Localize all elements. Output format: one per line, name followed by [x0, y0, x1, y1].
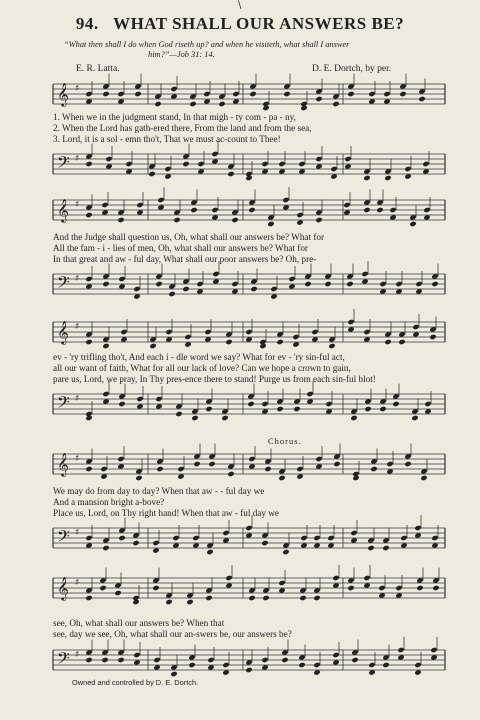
- lyric-line: And the Judge shall question us, Oh, what shall our answers be? What for: [53, 232, 325, 242]
- svg-text:𝄢: 𝄢: [57, 272, 70, 296]
- svg-text:𝄞: 𝄞: [57, 198, 69, 222]
- svg-text:♯: ♯: [75, 454, 80, 464]
- svg-text:♯: ♯: [75, 200, 80, 210]
- bass-staff: [53, 388, 445, 422]
- chorus-label: Chorus.: [268, 436, 302, 446]
- treble-staff: [53, 194, 445, 228]
- treble-staff: [53, 78, 445, 112]
- hymn-title-block: [0, 14, 480, 34]
- svg-text:♯: ♯: [75, 84, 80, 94]
- hymn-number: 94.: [75, 14, 99, 33]
- lyric-line: All the fam - i - lies of men, Oh, what shall our answers be? What for: [53, 243, 308, 253]
- svg-text:𝄢: 𝄢: [57, 152, 70, 176]
- bass-staff: [53, 148, 445, 182]
- svg-text:♯: ♯: [75, 322, 80, 332]
- svg-text:𝄢: 𝄢: [57, 392, 70, 416]
- epigraph-line-2: him?”—Job 31: 14.: [148, 50, 215, 59]
- svg-text:♯: ♯: [75, 528, 80, 538]
- lyric-line: ev - 'ry trifling tho't, And each i - dle word we say? What for ev - 'ry sin-ful act,: [53, 352, 345, 362]
- svg-text:𝄞: 𝄞: [57, 452, 69, 476]
- bass-staff: [53, 268, 445, 302]
- svg-text:𝄢: 𝄢: [57, 648, 70, 672]
- epigraph: [64, 40, 444, 60]
- composer-credit: D. E. Dortch, by per.: [312, 64, 392, 74]
- svg-text:𝄞: 𝄞: [57, 576, 69, 600]
- bass-staff: [53, 644, 445, 678]
- lyric-line: all our want of faith, What for all our lack of love? Can we hope a crown to gain,: [53, 363, 351, 373]
- lyric-line: see, Oh, what shall our answers be? When that: [53, 618, 225, 628]
- lyricist-credit: E. R. Latta.: [76, 64, 120, 74]
- lyric-line: Place us, Lord, on Thy right hand! When that aw - ful day we: [53, 508, 279, 518]
- lyric-line: 3. Lord, it is a sol - emn tho't, That we must ac-count to Thee!: [53, 134, 281, 144]
- svg-text:♯: ♯: [75, 578, 80, 588]
- page-mark: \: [238, 0, 242, 11]
- epigraph-line-1: “What then shall I do when God riseth up? and when he visiteth, what shall I answer: [64, 40, 350, 49]
- svg-text:𝄞: 𝄞: [57, 82, 69, 106]
- treble-staff: [53, 316, 445, 350]
- lyric-line: see, day we see, Oh, what shall our an-swers be, our answers be?: [53, 629, 292, 639]
- svg-text:𝄞: 𝄞: [57, 320, 69, 344]
- lyric-line: In that great and aw - ful day, What shall our poor answers be? Oh, pre-: [53, 254, 317, 264]
- svg-text:♯: ♯: [75, 154, 80, 164]
- svg-text:♯: ♯: [75, 274, 80, 284]
- bass-staff: [53, 522, 445, 556]
- treble-staff: [53, 448, 445, 482]
- footer-credit: Owned and controlled by D. E. Dortch.: [72, 678, 199, 687]
- treble-staff: [53, 572, 445, 606]
- lyric-line: pare us, Lord, we pray, In Thy pres-ence there to stand! Purge us from each sin-ful blot!: [53, 374, 376, 384]
- lyric-line: And a mansion bright a-bove?: [53, 497, 165, 507]
- hymn-title: WHAT SHALL OUR ANSWERS BE?: [113, 14, 405, 33]
- svg-text:𝄢: 𝄢: [57, 526, 70, 550]
- svg-text:♯: ♯: [75, 650, 80, 660]
- lyric-line: We may do from day to day? When that aw - - ful day we: [53, 486, 265, 496]
- lyric-line: 2. When the Lord has gath-ered there, From the land and from the sea,: [53, 123, 312, 133]
- lyric-line: 1. When we in the judgment stand, In that migh - ty com - pa - ny,: [53, 112, 296, 122]
- svg-text:♯: ♯: [75, 394, 80, 404]
